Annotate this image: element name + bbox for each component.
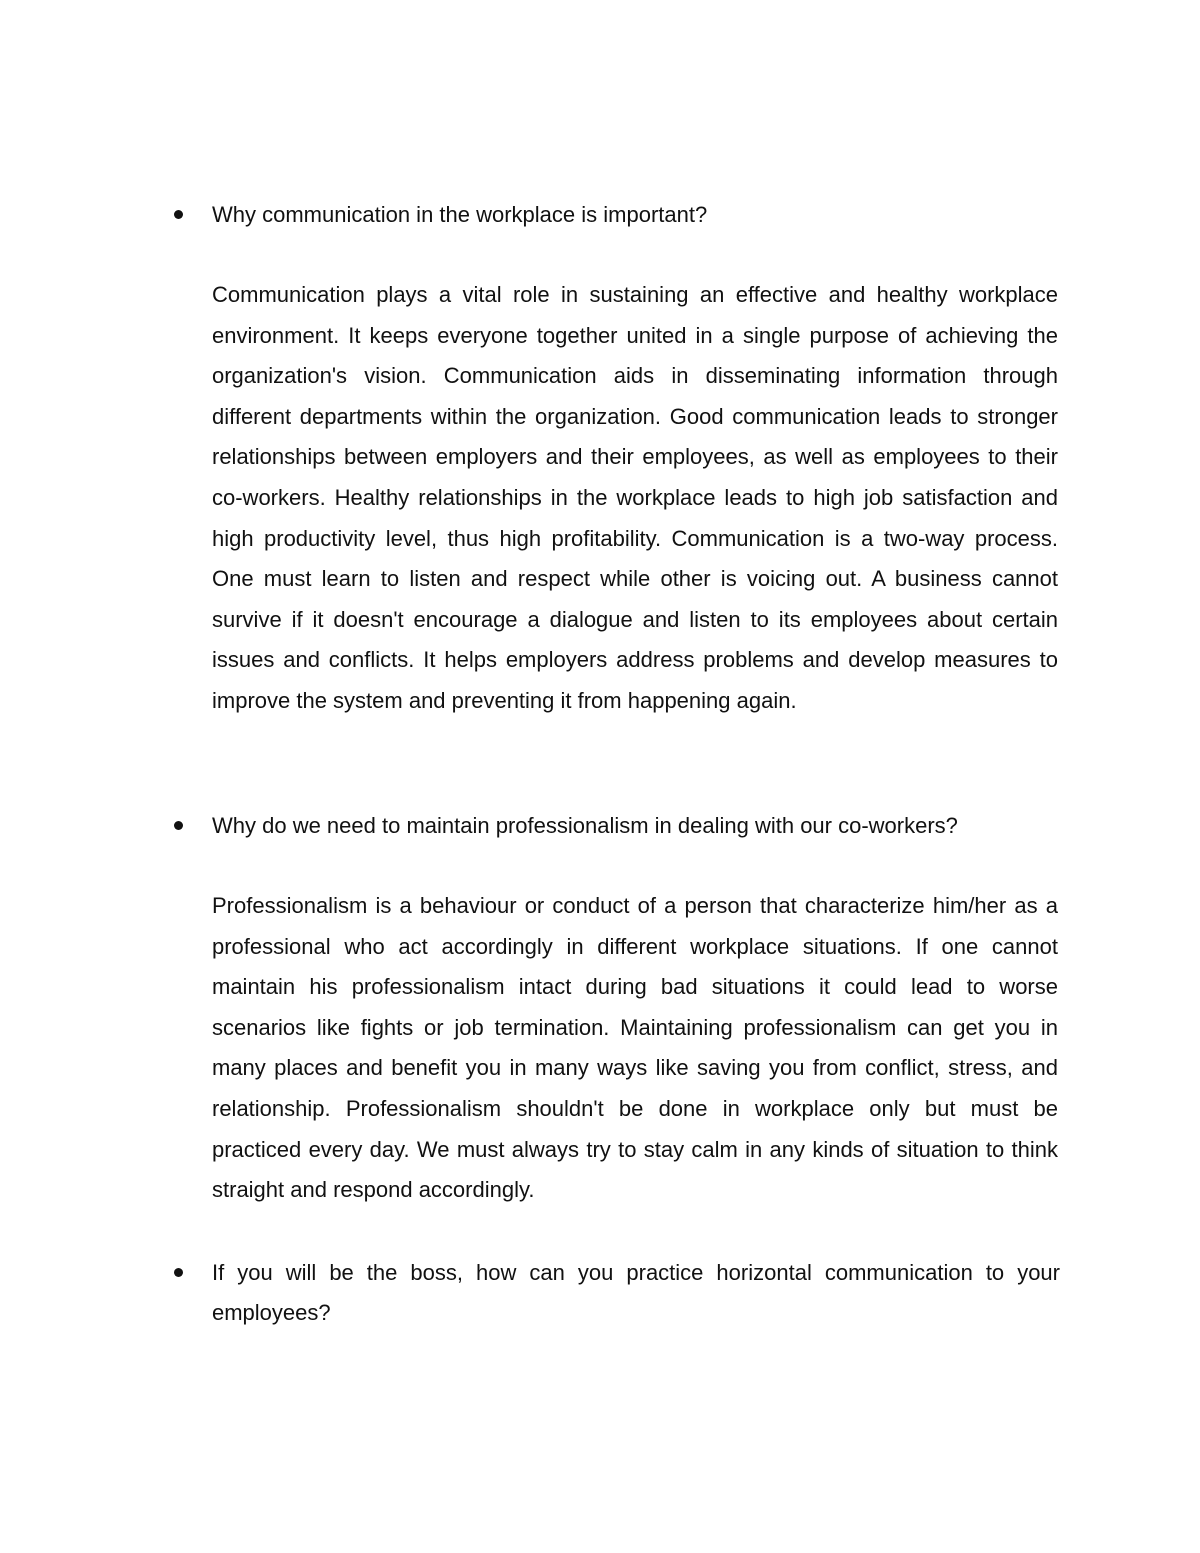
bullet-icon [174, 821, 183, 830]
bullet-icon [174, 210, 183, 219]
bullet-icon [174, 1268, 183, 1277]
answer-paragraph: Communication plays a vital role in sustaining an effective and healthy workplace environment. It keeps everyone together united in a single purpose of achieving the organization's vision. Communication aids in disseminating information through different departments within the organization. Good communication leads to stronger relationships between employers and their employees, as well as employees to their co-workers. Healthy relationships in the workplace leads to high job satisfaction and high productivity level, thus high profitability. Communication is a two-way process. One must learn to listen and respect while other is voicing out. A business cannot survive if it doesn't encourage a dialogue and listen to its employees about certain issues and conflicts. It helps employers address problems and develop measures to improve the system and preventing it from happening again. [212, 282, 1058, 713]
answer-paragraph: Professionalism is a behaviour or conduct of a person that characterize him/her as a professional who act accordingly in different workplace situations. If one cannot maintain his professionalism intact during bad situations it could lead to worse scenarios like fights or job termination. Maintaining professionalism can get you in many places and benefit you in many ways like saving you from conflict, stress, and relationship. Professionalism shouldn't be done in workplace only but must be practiced every day. We must always try to stay calm in any kinds of situation to think straight and respond accordingly. [212, 893, 1058, 1203]
question-heading: Why communication in the workplace is important? [212, 202, 708, 227]
question-heading: Why do we need to maintain professionalism in dealing with our co-workers? [212, 813, 958, 838]
question-heading: If you will be the boss, how can you practice horizontal communication to your employees? [212, 1260, 1060, 1325]
